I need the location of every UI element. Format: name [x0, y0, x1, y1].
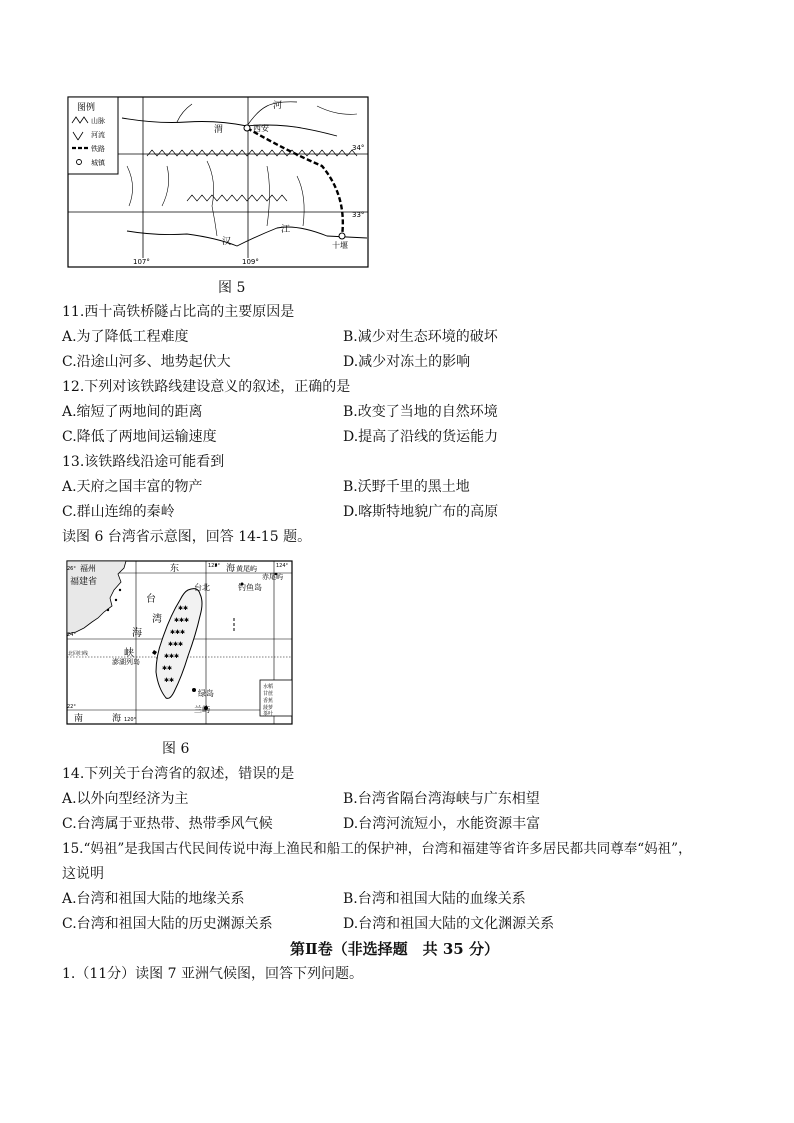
label-fuzhou: 福州 — [80, 564, 96, 573]
question-11-option-d: D.减少对冻土的影响 — [343, 354, 471, 370]
label-nan: 南 — [74, 714, 84, 724]
svg-text:✱✱: ✱✱ — [178, 605, 189, 612]
section-2-question-1: 1.（11分）读图 7 亚洲气候图，回答下列问题。 — [62, 966, 363, 982]
shiyan-town-icon — [339, 233, 345, 239]
figure-5-map — [67, 96, 369, 268]
question-14-option-b: B.台湾省隔台湾海峡与广东相望 — [343, 791, 540, 807]
svg-text:✱✱✱: ✱✱✱ — [164, 653, 180, 660]
map5-legend-mountain: 山脉 — [91, 117, 105, 125]
figure-6-map — [66, 560, 293, 725]
question-14-option-c: C.台湾属于亚热带、热带季风气候 — [62, 816, 273, 832]
legend-pineapple: 菠萝 — [263, 705, 274, 711]
label-tai: 台 — [146, 594, 156, 605]
question-12-option-b: B.改变了当地的自然环境 — [343, 404, 498, 420]
label-shiyan: 十堰 — [332, 241, 348, 250]
label-wan: 湾 — [152, 614, 162, 625]
label-lat-22: 22° — [67, 704, 76, 710]
label-dong-hai: 海 — [226, 564, 236, 574]
label-xian: 西安 — [253, 124, 269, 133]
question-15-option-a: A.台湾和祖国大陆的地缘关系 — [62, 891, 245, 907]
question-12-option-c: C.降低了两地间运输速度 — [62, 429, 217, 445]
figure-5-caption: 图 5 — [218, 280, 246, 296]
label-chiweiyu: 赤尾屿 — [262, 573, 283, 581]
legend-rice: 水稻 — [263, 684, 274, 690]
map6-legend — [260, 680, 292, 717]
label-diaoyudao: 钓鱼岛 — [238, 583, 262, 592]
label-jiang: 江 — [281, 225, 291, 235]
question-13-option-d: D.喀斯特地貌广布的高原 — [343, 504, 499, 520]
question-15-option-d: D.台湾和祖国大陆的文化渊源关系 — [343, 916, 555, 932]
question-15-option-b: B.台湾和祖国大陆的血缘关系 — [343, 891, 526, 907]
label-penghu: 澎湖列岛 — [112, 658, 140, 666]
question-12-option-d: D.提高了沿线的货运能力 — [343, 429, 499, 445]
label-tropic: 北回归线 — [68, 651, 89, 657]
ludao-dot — [192, 688, 196, 692]
label-xia: 峡 — [124, 648, 134, 659]
label-lon-120: 120° — [124, 717, 137, 723]
label-ludao: 绿岛 — [198, 689, 214, 698]
question-12-stem: 12.下列对该铁路线建设意义的叙述，正确的是 — [62, 379, 351, 395]
label-lat-26: 26° — [67, 566, 76, 572]
map5-legend-title: 图例 — [77, 103, 96, 113]
svg-text:✱✱: ✱✱ — [162, 665, 173, 672]
label-hai: 海 — [132, 628, 142, 639]
svg-text:✱✱: ✱✱ — [164, 677, 175, 684]
map5-legend-river: 河流 — [91, 131, 105, 139]
label-lon-107: 107° — [133, 258, 150, 266]
intro-14-15: 读图 6 台湾省示意图，回答 14-15 题。 — [62, 529, 312, 545]
question-14-option-d: D.台湾河流短小，水能资源丰富 — [343, 816, 541, 832]
question-15-option-c: C.台湾和祖国大陆的历史渊源关系 — [62, 916, 273, 932]
svg-text:✱✱✱: ✱✱✱ — [170, 629, 186, 636]
question-15-stem-line2: 这说明 — [62, 866, 104, 882]
label-lat-24: 24° — [67, 632, 76, 638]
question-14-stem: 14.下列关于台湾省的叙述，错误的是 — [62, 766, 295, 782]
legend-banana: 香蕉 — [263, 698, 274, 704]
label-huangweiyu: 黄尾屿 — [236, 565, 257, 573]
label-lon-122: 122° — [208, 563, 221, 569]
label-lanyu: 兰屿 — [194, 705, 210, 714]
map5-legend-town: 城镇 — [91, 159, 105, 167]
question-11-option-b: B.减少对生态环境的破坏 — [343, 329, 498, 345]
question-13-option-a: A.天府之国丰富的物产 — [62, 479, 203, 495]
label-lon-109: 109° — [242, 258, 259, 266]
question-11-option-c: C.沿途山河多、地势起伏大 — [62, 354, 231, 370]
question-15-stem-line1: 15.“妈祖”是我国古代民间传说中海上渔民和船工的保护神，台湾和福建等省许多居民都共同尊奉“妈祖”， — [62, 841, 692, 857]
legend-sugarcane: 甘蔗 — [263, 691, 274, 697]
island-dot — [119, 589, 121, 591]
label-taibei: 台北 — [194, 583, 210, 592]
label-lon-124: 124° — [276, 563, 289, 569]
xian-town-icon — [244, 125, 250, 131]
label-lat-34: 34° — [352, 144, 365, 152]
question-12-option-a: A.缩短了两地间的距离 — [62, 404, 203, 420]
question-13-option-b: B.沃野千里的黑土地 — [343, 479, 470, 495]
label-nan-hai: 海 — [112, 714, 122, 724]
figure-6-caption: 图 6 — [162, 741, 190, 757]
island-dot — [115, 599, 117, 601]
question-13-stem: 13.该铁路线沿途可能看到 — [62, 454, 225, 470]
svg-text:✱✱✱: ✱✱✱ — [174, 617, 190, 624]
label-fujian: 福建省 — [70, 577, 98, 587]
svg-text:✱✱✱: ✱✱✱ — [168, 641, 184, 648]
question-11-option-a: A.为了降低工程难度 — [62, 329, 189, 345]
label-lat-33: 33° — [352, 211, 365, 219]
legend-tea: 茶叶 — [263, 711, 274, 717]
label-he: 河 — [273, 101, 283, 111]
label-wei: 渭 — [214, 125, 224, 135]
question-13-option-c: C.群山连绵的秦岭 — [62, 504, 175, 520]
label-dong: 东 — [170, 564, 180, 574]
label-han: 汉 — [222, 237, 232, 247]
section-2-title: 第Ⅱ卷（非选择题 共 35 分） — [290, 940, 499, 958]
question-14-option-a: A.以外向型经济为主 — [62, 791, 189, 807]
island-dot — [107, 609, 109, 611]
map5-legend — [68, 97, 118, 174]
map5-legend-railway: 铁路 — [91, 145, 105, 153]
question-11-stem: 11.西十高铁桥隧占比高的主要原因是 — [62, 304, 295, 320]
